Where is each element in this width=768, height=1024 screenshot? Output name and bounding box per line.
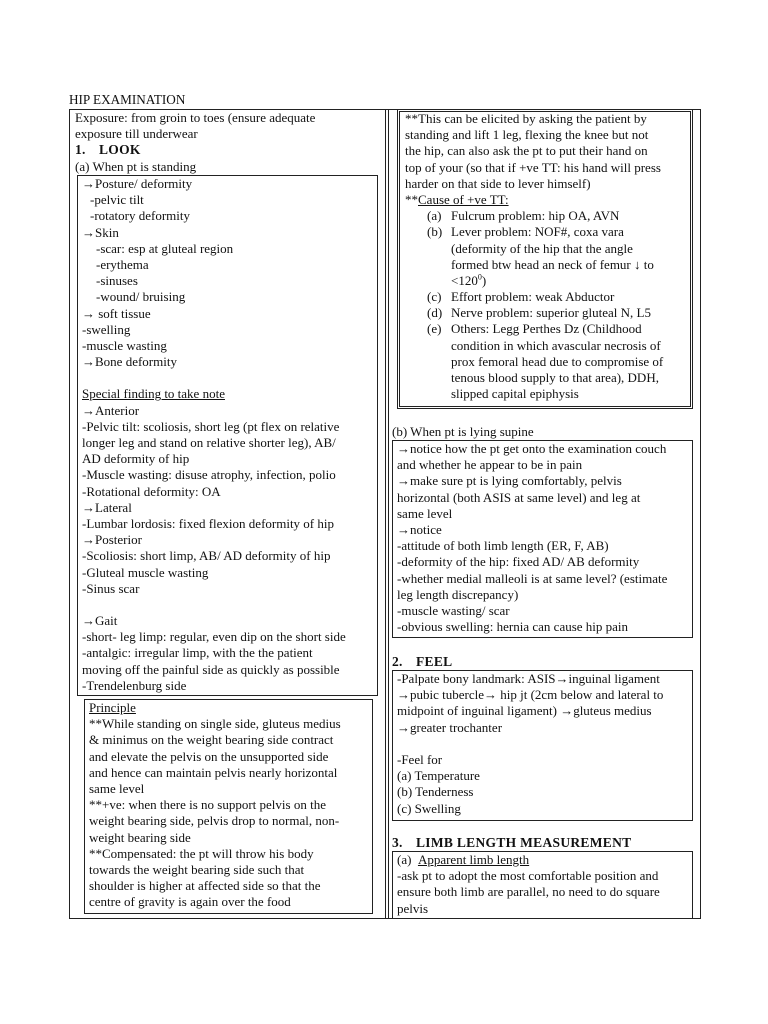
supine-line: -whether medial malleoli is at same level? (estimate	[397, 570, 668, 586]
supine-content	[397, 441, 691, 635]
feel-line: midpoint of inguinal ligament) →gluteus medius	[397, 703, 652, 719]
tt-line: **This can be elicited by asking the patient by	[405, 111, 647, 126]
cause-text: Lever problem: NOF#, coxa vara	[451, 224, 624, 240]
gait-line: -antalgic: irregular limp, with the the patient	[82, 645, 313, 661]
principle-line: shoulder is higher at affected side so that the	[89, 878, 321, 894]
angle-degree: 0	[477, 272, 482, 282]
gait-line: →Gait	[82, 613, 118, 629]
supine-line: -deformity of the hip: fixed AD/ AB deformity	[397, 554, 640, 570]
principle-content	[89, 700, 371, 910]
cause-marker: (a)	[427, 208, 442, 224]
principle-line: weight bearing side, pelvis drop to normal, non-	[89, 813, 340, 829]
standing-item: -scar: esp at gluteal region	[96, 240, 234, 256]
look-heading	[75, 142, 381, 158]
apparent-heading	[397, 852, 691, 868]
look-number: 1.	[75, 142, 86, 158]
limb-title: LIMB LENGTH MEASUREMENT	[416, 835, 632, 850]
cause-text: (deformity of the hip that the angle	[451, 240, 633, 256]
gait-line: -short- leg limp: regular, even dip on the short side	[82, 629, 346, 645]
principle-line: **Compensated: the pt will throw his body	[89, 845, 314, 861]
special-line: →Lateral	[82, 499, 132, 515]
look-title: LOOK	[99, 142, 141, 158]
cause-text: tenous blood supply to that area), DDH,	[451, 370, 659, 386]
principle-line: & minimus on the weight bearing side contract	[89, 732, 334, 748]
supine-line: →make sure pt is lying comfortably, pelvis	[397, 473, 622, 489]
standing-item: -erythema	[96, 256, 149, 272]
supine-line: -muscle wasting/ scar	[397, 602, 510, 618]
cause-heading	[405, 192, 691, 208]
cause-marker: (d)	[427, 305, 443, 321]
trendelenburg-content	[405, 111, 691, 402]
special-line: -Gluteal muscle wasting	[82, 564, 209, 580]
standing-item: →Bone deformity	[82, 354, 177, 370]
apparent-line: pelvis	[397, 900, 429, 916]
principle-line: towards the weight bearing side such that	[89, 861, 305, 877]
document-title: HIP EXAMINATION	[69, 92, 186, 107]
tt-line: harder on that side to lever himself)	[405, 175, 591, 191]
apparent-marker: (a)	[397, 852, 412, 867]
feel-title: FEEL	[416, 654, 453, 669]
special-line: →Anterior	[82, 402, 140, 418]
principle-line: and hence can maintain pelvis nearly horizontal	[89, 764, 338, 780]
principle-line: weight bearing side	[89, 829, 191, 845]
exposure-line: Exposure: from groin to toes (ensure adequate	[75, 110, 316, 125]
apparent-line: ensure both limb are parallel, no need to do square	[397, 884, 660, 900]
supine-line: -attitude of both limb length (ER, F, AB)	[397, 538, 609, 554]
cause-marker: (b)	[427, 224, 443, 240]
feel-number: 2.	[392, 654, 403, 669]
cause-item	[427, 321, 691, 402]
feel-for-line: (c) Swelling	[397, 800, 461, 816]
special-line: -Rotational deformity: OA	[82, 483, 221, 499]
supine-line: →notice how the pt get onto the examination couch	[397, 441, 667, 456]
feel-for-line: -Feel for	[397, 751, 443, 767]
limb-number: 3.	[392, 835, 403, 850]
principle-line: centre of gravity is again over the food	[89, 894, 291, 910]
feel-heading-wrap	[392, 654, 692, 670]
supine-line: -obvious swelling: hernia can cause hip pain	[397, 619, 629, 635]
standing-item: -sinuses	[96, 273, 138, 289]
standing-item: -rotatory deformity	[90, 208, 190, 224]
special-line: →Posterior	[82, 532, 142, 548]
supine-line: →notice	[397, 521, 442, 537]
cause-prefix: **	[405, 191, 418, 207]
cause-marker: (c)	[427, 289, 442, 305]
cause-text: Nerve problem: superior gluteal N, L5	[451, 305, 651, 321]
standing-label: (a) When pt is standing	[75, 158, 197, 174]
principle-title: Principle	[89, 700, 136, 715]
cause-item	[427, 305, 691, 321]
feel-line: →pubic tubercle→ hip jt (2cm below and lateral to	[397, 687, 664, 703]
supine-label: (b) When pt is lying supine	[392, 424, 534, 439]
principle-line: and elevate the pelvis on the unsupported side	[89, 748, 329, 764]
cause-item	[427, 289, 691, 305]
standing-item: -muscle wasting	[82, 337, 167, 353]
feel-for-line: (a) Temperature	[397, 768, 480, 784]
tt-line: the hip, can also ask the pt to put their hand on	[405, 143, 648, 159]
limb-length-heading	[392, 835, 692, 851]
angle-value: <120	[451, 272, 478, 288]
standing-box-content	[82, 176, 376, 694]
principle-line: **While standing on single side, gluteus medius	[89, 716, 341, 732]
supine-line: and whether he appear to be in pain	[397, 457, 583, 473]
column-divider	[385, 109, 389, 919]
cause-text: formed btw head an neck of femur ↓ to	[451, 256, 654, 272]
supine-line: leg length discrepancy)	[397, 586, 519, 602]
special-line: -Lumbar lordosis: fixed flexion deformity of hip	[82, 515, 335, 531]
supine-label-wrap	[392, 424, 692, 440]
special-line: -Muscle wasting: disuse atrophy, infection, polio	[82, 467, 336, 483]
standing-item: → soft tissue	[82, 305, 151, 321]
standing-item: →Posture/ deformity	[82, 176, 193, 191]
cause-title: Cause of +ve TT:	[418, 191, 509, 207]
feel-line: -Palpate bony landmark: ASIS→inguinal ligament	[397, 671, 660, 686]
principle-line: **+ve: when there is no support pelvis on the	[89, 797, 326, 813]
cause-text: slipped capital epiphysis	[451, 386, 579, 402]
feel-line: →greater trochanter	[397, 719, 503, 735]
cause-text-angle	[451, 273, 691, 289]
feel-for-line: (b) Tenderness	[397, 784, 474, 800]
standing-item: -wound/ bruising	[96, 289, 186, 305]
cause-marker: (e)	[427, 321, 442, 337]
special-line: -Scoliosis: short limp, AB/ AD deformity of hip	[82, 548, 331, 564]
standing-item: -pelvic tilt	[90, 192, 144, 208]
exposure-section	[75, 110, 381, 175]
supine-line: horizontal (both ASIS at same level) and leg at	[397, 489, 641, 505]
cause-text: Others: Legg Perthes Dz (Childhood	[451, 321, 642, 337]
cause-item	[427, 208, 691, 224]
feel-heading	[392, 654, 692, 670]
standing-item: -swelling	[82, 321, 131, 337]
gait-line: moving off the painful side as quickly as possible	[82, 661, 340, 677]
special-line: AD deformity of hip	[82, 451, 190, 467]
gait-line: -Trendelenburg side	[82, 677, 187, 693]
principle-line: same level	[89, 780, 145, 796]
apparent-title: Apparent limb length	[417, 852, 530, 867]
cause-text: Effort problem: weak Abductor	[451, 289, 615, 305]
angle-close: )	[481, 272, 487, 288]
apparent-content	[397, 852, 691, 917]
tt-line: top of your (so that if +ve TT: his hand will press	[405, 159, 661, 175]
feel-content	[397, 671, 691, 817]
special-line: -Pelvic tilt: scoliosis, short leg (pt flex on relative	[82, 418, 340, 434]
special-finding-title: Special finding to take note	[82, 386, 225, 402]
tt-line: standing and lift 1 leg, flexing the knee but not	[405, 127, 649, 143]
cause-item	[427, 224, 691, 289]
supine-line: same level	[397, 505, 453, 521]
special-line: -Sinus scar	[82, 580, 140, 596]
cause-text: condition in which avascular necrosis of	[451, 337, 661, 353]
exposure-line: exposure till underwear	[75, 126, 198, 142]
limb-heading-wrap	[392, 835, 692, 851]
apparent-line: -ask pt to adopt the most comfortable position and	[397, 868, 659, 884]
cause-text: Fulcrum problem: hip OA, AVN	[451, 208, 620, 224]
special-line: longer leg and stand on relative shorter leg), AB/	[82, 435, 336, 450]
cause-text: prox femoral head due to compromise of	[451, 353, 664, 369]
standing-item: →Skin	[82, 224, 119, 240]
